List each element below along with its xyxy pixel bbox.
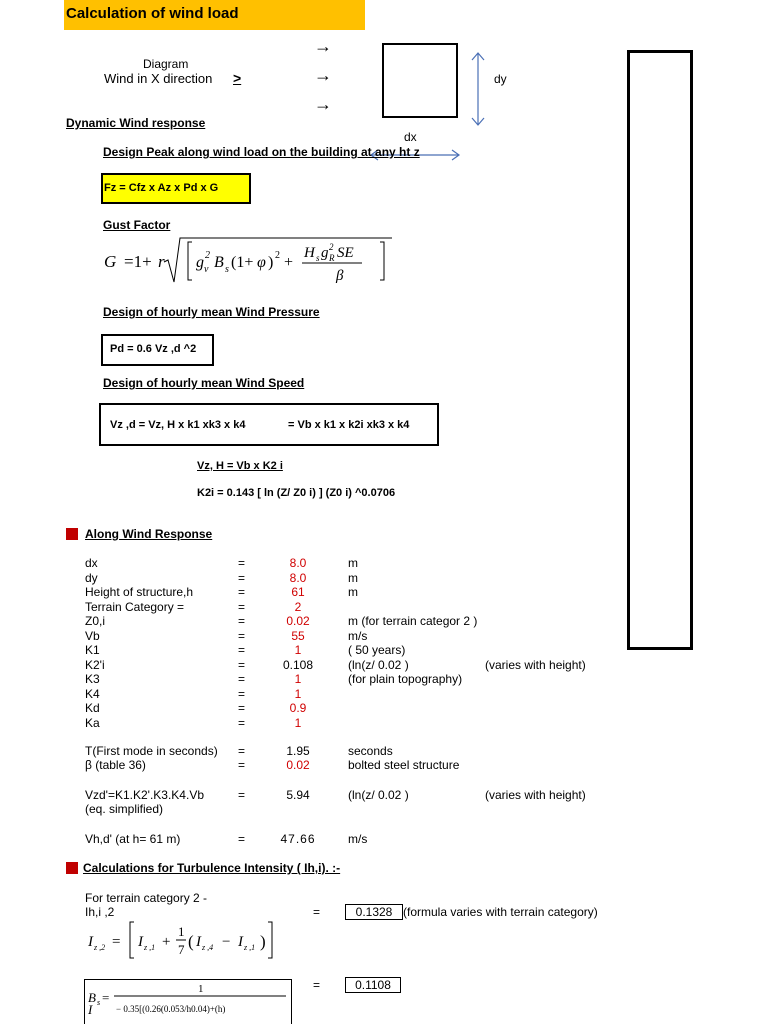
dy-label: dy	[494, 72, 507, 86]
vzd-label: Vzd'=K1.K2'.K3.K4.Vb	[85, 788, 204, 802]
row-label: K1	[85, 643, 100, 657]
row-unit: ( 50 years)	[348, 643, 406, 657]
wind-arrow-icon: →	[314, 94, 332, 114]
svg-text:7: 7	[178, 942, 185, 957]
row-eq: =	[238, 715, 246, 730]
svg-text:B: B	[88, 990, 96, 1005]
vz-formula-b: = Vb x k1 x k2i xk3 x k4	[288, 419, 410, 431]
svg-text:I: I	[88, 934, 93, 950]
ih-note: (formula varies with terrain category)	[403, 905, 598, 919]
svg-text:): )	[268, 254, 274, 271]
fz-formula: Fz = Cfz x Az x Pd x G	[104, 182, 219, 194]
vz-formula-a: Vz ,d = Vz, H x k1 xk3 x k4	[110, 419, 246, 431]
svg-text:I: I	[238, 934, 243, 950]
svg-text:I: I	[138, 934, 143, 950]
row-unit: m (for terrain categor 2 )	[348, 614, 478, 628]
speed-heading: Design of hourly mean Wind Speed	[103, 376, 305, 390]
row-unit: m	[348, 556, 358, 570]
svg-text:B: B	[214, 254, 224, 271]
svg-text:z ,1: z ,1	[144, 943, 156, 952]
terrain-category-line: For terrain category 2 -	[85, 891, 208, 905]
bs-eq: =	[313, 978, 321, 992]
k2i-formula: K2i = 0.143 [ ln (Z/ Z0 i) ] (Z0 i) ^0.0706	[197, 487, 396, 499]
wind-direction-label: Wind in X direction	[104, 71, 213, 86]
svg-text:φ: φ	[257, 254, 266, 271]
svg-text:(: (	[188, 932, 194, 951]
svg-text:+: +	[284, 254, 294, 271]
row-value: 1	[294, 686, 302, 701]
row-label: dy	[85, 570, 98, 585]
row-label: Height of structure,h	[85, 585, 194, 599]
beta-unit: bolted steel structure	[348, 758, 460, 772]
along-wind-heading: Along Wind Response	[85, 527, 213, 541]
svg-text:R: R	[329, 253, 335, 263]
building-plan-square	[382, 43, 458, 118]
svg-text:v: v	[204, 264, 209, 275]
dy-arrow-icon	[468, 50, 488, 128]
row-eq: =	[238, 585, 246, 599]
beta-label: β (table 36)	[85, 758, 146, 772]
row-label: Ka	[85, 715, 100, 730]
svg-text:g: g	[196, 254, 204, 271]
beta-eq: =	[238, 758, 246, 772]
svg-text:s: s	[225, 264, 229, 275]
diagram-label: Diagram	[143, 57, 189, 71]
svg-text:=: =	[112, 934, 121, 950]
bs-equation	[86, 980, 290, 1024]
wind-symbol: >	[233, 70, 242, 86]
turbulence-heading: Calculations for Turbulence Intensity ( Ih,i). :-	[83, 861, 341, 875]
svg-text:=: =	[102, 990, 110, 1005]
t-unit: seconds	[348, 744, 393, 758]
dx-label: dx	[404, 130, 417, 144]
svg-text:s: s	[97, 998, 101, 1007]
row-eq: =	[238, 570, 246, 585]
svg-text:z ,4: z ,4	[202, 943, 214, 952]
page-title: Calculation of wind load	[66, 5, 239, 22]
svg-text:1: 1	[198, 983, 204, 995]
vzd-note: (varies with height)	[485, 788, 586, 802]
row-label: K4	[85, 686, 100, 701]
row-eq: =	[238, 556, 246, 570]
vzd-label-2: (eq. simplified)	[85, 802, 164, 816]
svg-text:2: 2	[329, 242, 334, 252]
wind-arrow-icon: →	[314, 36, 332, 56]
vh-label: Vh,d' (at h= 61 m)	[85, 832, 181, 846]
vh-unit: m/s	[348, 832, 368, 846]
row-eq: =	[238, 701, 246, 715]
row-label: K2'i	[85, 657, 105, 672]
row-unit: (for plain topography)	[348, 672, 463, 686]
row-eq: =	[238, 628, 246, 643]
svg-text:SE: SE	[337, 245, 354, 261]
row-value: 0.02	[286, 614, 310, 628]
section-marker	[66, 528, 78, 540]
row-eq: =	[238, 643, 246, 657]
gust-factor-heading: Gust Factor	[103, 218, 171, 232]
vh-value: 47.66	[280, 832, 316, 846]
row-label: K3	[85, 672, 100, 686]
svg-text:2: 2	[205, 250, 210, 261]
svg-text:− 0.35[(0.26(0.053/h0.04)+(h): − 0.35[(0.26(0.053/h0.04)+(h)	[116, 1004, 226, 1014]
row-value: 8.0	[289, 556, 307, 570]
svg-text:): )	[260, 932, 266, 951]
row-value: 8.0	[289, 570, 307, 585]
row-unit: m/s	[348, 628, 368, 643]
svg-text:z ,1: z ,1	[244, 943, 256, 952]
row-eq: =	[238, 614, 246, 628]
row-label: dx	[85, 556, 98, 570]
turbulence-equation	[82, 918, 302, 964]
row-unit: m	[348, 570, 358, 585]
svg-text:I: I	[88, 1002, 93, 1017]
svg-text:r: r	[158, 252, 165, 271]
vzd-value: 5.94	[286, 788, 310, 802]
svg-text:1: 1	[178, 924, 185, 939]
svg-text:+: +	[162, 934, 171, 950]
row-value: 0.9	[289, 701, 307, 715]
svg-text:G: G	[104, 252, 117, 271]
section-marker	[66, 862, 78, 874]
svg-text:−: −	[222, 934, 231, 950]
vzh-formula: Vz, H = Vb x K2 i	[197, 460, 283, 472]
wind-arrow-icon: →	[314, 65, 332, 85]
t-value: 1.95	[286, 744, 310, 758]
row-label: Terrain Category =	[85, 599, 185, 614]
row-eq: =	[238, 599, 246, 614]
row-value: 55	[291, 628, 305, 643]
svg-text:g: g	[321, 245, 329, 261]
beta-value: 0.02	[286, 758, 310, 772]
building-elevation	[627, 50, 693, 650]
svg-text:2: 2	[275, 250, 280, 261]
ih-eq: =	[313, 905, 321, 919]
row-unit: m	[348, 585, 358, 599]
row-eq: =	[238, 672, 246, 686]
design-peak-heading: Design Peak along wind load on the building at any ht z	[103, 145, 420, 159]
dynamic-heading: Dynamic Wind response	[66, 116, 206, 130]
pd-formula: Pd = 0.6 Vz ,d ^2	[110, 343, 197, 355]
ih-value: 0.1328	[355, 905, 393, 919]
row-value: 1	[294, 672, 302, 686]
vzd-eq: =	[238, 788, 246, 802]
ih-label: Ih,i ,2	[85, 905, 115, 919]
vh-eq: =	[238, 832, 246, 846]
svg-text:(1+: (1+	[231, 254, 254, 271]
row-value: 0.108	[282, 657, 314, 672]
vzd-unit: (ln(z/ 0.02 )	[348, 788, 409, 802]
svg-text:z ,2: z ,2	[94, 943, 106, 952]
row-value: 1	[294, 715, 302, 730]
row-value: 61	[291, 585, 305, 599]
row-label: Kd	[85, 701, 100, 715]
pressure-heading: Design of hourly mean Wind Pressure	[103, 305, 320, 319]
t-label: T(First mode in seconds)	[85, 744, 218, 758]
row-value: 1	[294, 643, 302, 657]
row-eq: =	[238, 657, 246, 672]
bs-value: 0.1108	[355, 978, 391, 992]
t-eq: =	[238, 744, 246, 758]
svg-text:H: H	[304, 245, 315, 261]
row-unit: (ln(z/ 0.02 )	[348, 657, 409, 672]
svg-text:s: s	[316, 253, 320, 263]
row-note: (varies with height)	[485, 657, 586, 672]
svg-text:β: β	[336, 268, 344, 284]
row-value: 2	[294, 599, 302, 614]
row-label: Z0,i	[85, 614, 106, 628]
gust-factor-equation	[100, 232, 400, 290]
row-label: Vb	[85, 628, 100, 643]
row-eq: =	[238, 686, 246, 701]
svg-text:I: I	[196, 934, 201, 950]
svg-text:=1+: =1+	[124, 252, 152, 271]
